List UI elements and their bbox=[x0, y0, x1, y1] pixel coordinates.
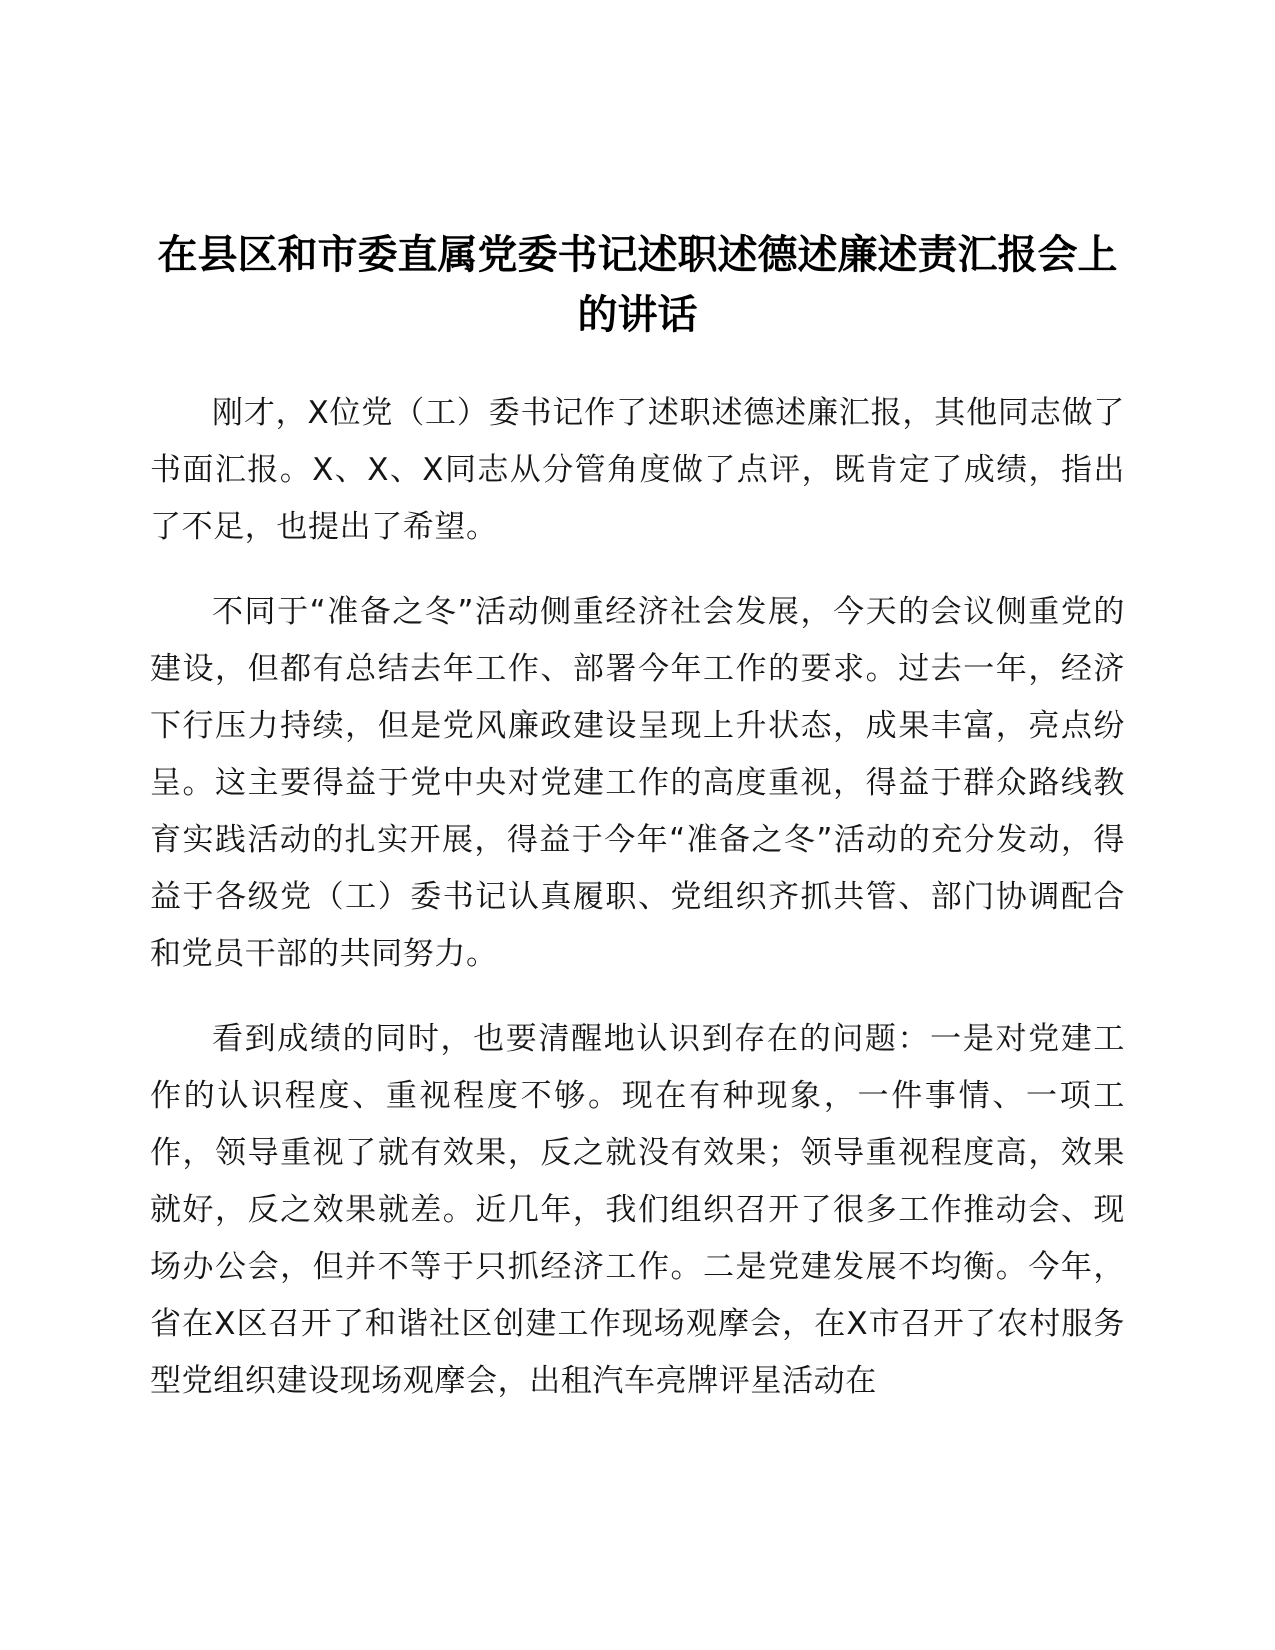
document-title: 在县区和市委直属党委书记述职述德述廉述责汇报会上的讲话 bbox=[157, 232, 1118, 338]
paragraph-3: 看到成绩的同时，也要清醒地认识到存在的问题：一是对党建工作的认识程度、重视程度不够。现在有种现象，一件事情、一项工作，领导重视了就有效果，反之就没有效果；领导重视程度高，效果就好，反之效果就差。近几年，我们组织召开了很多工作推动会、现场办公会，但并不等于只抓经济工作。二是党建发展不均衡。今年，省在X区召开了和谐社区创建工作现场观摩会，在X市召开了农村服务型党组织建设现场观摩会，出租汽车亮牌评星活动在 bbox=[150, 1021, 1125, 1399]
paragraph-1: 刚才，X位党（工）委书记作了述职述德述廉汇报，其他同志做了书面汇报。X、X、X同志从分管角度做了点评，既肯定了成绩，指出了不足，也提出了希望。 bbox=[150, 395, 1125, 545]
document-body bbox=[150, 385, 1125, 1438]
paragraph-2: 不同于“准备之冬”活动侧重经济社会发展，今天的会议侧重党的建设，但都有总结去年工作、部署今年工作的要求。过去一年，经济下行压力持续，但是党风廉政建设呈现上升状态，成果丰富，亮点纷呈。这主要得益于党中央对党建工作的高度重视，得益于群众路线教育实践活动的扎实开展，得益于今年“准备之冬”活动的充分发动，得益于各级党（工）委书记认真履职、党组织齐抓共管、部门协调配合和党员干部的共同努力。 bbox=[150, 594, 1125, 972]
